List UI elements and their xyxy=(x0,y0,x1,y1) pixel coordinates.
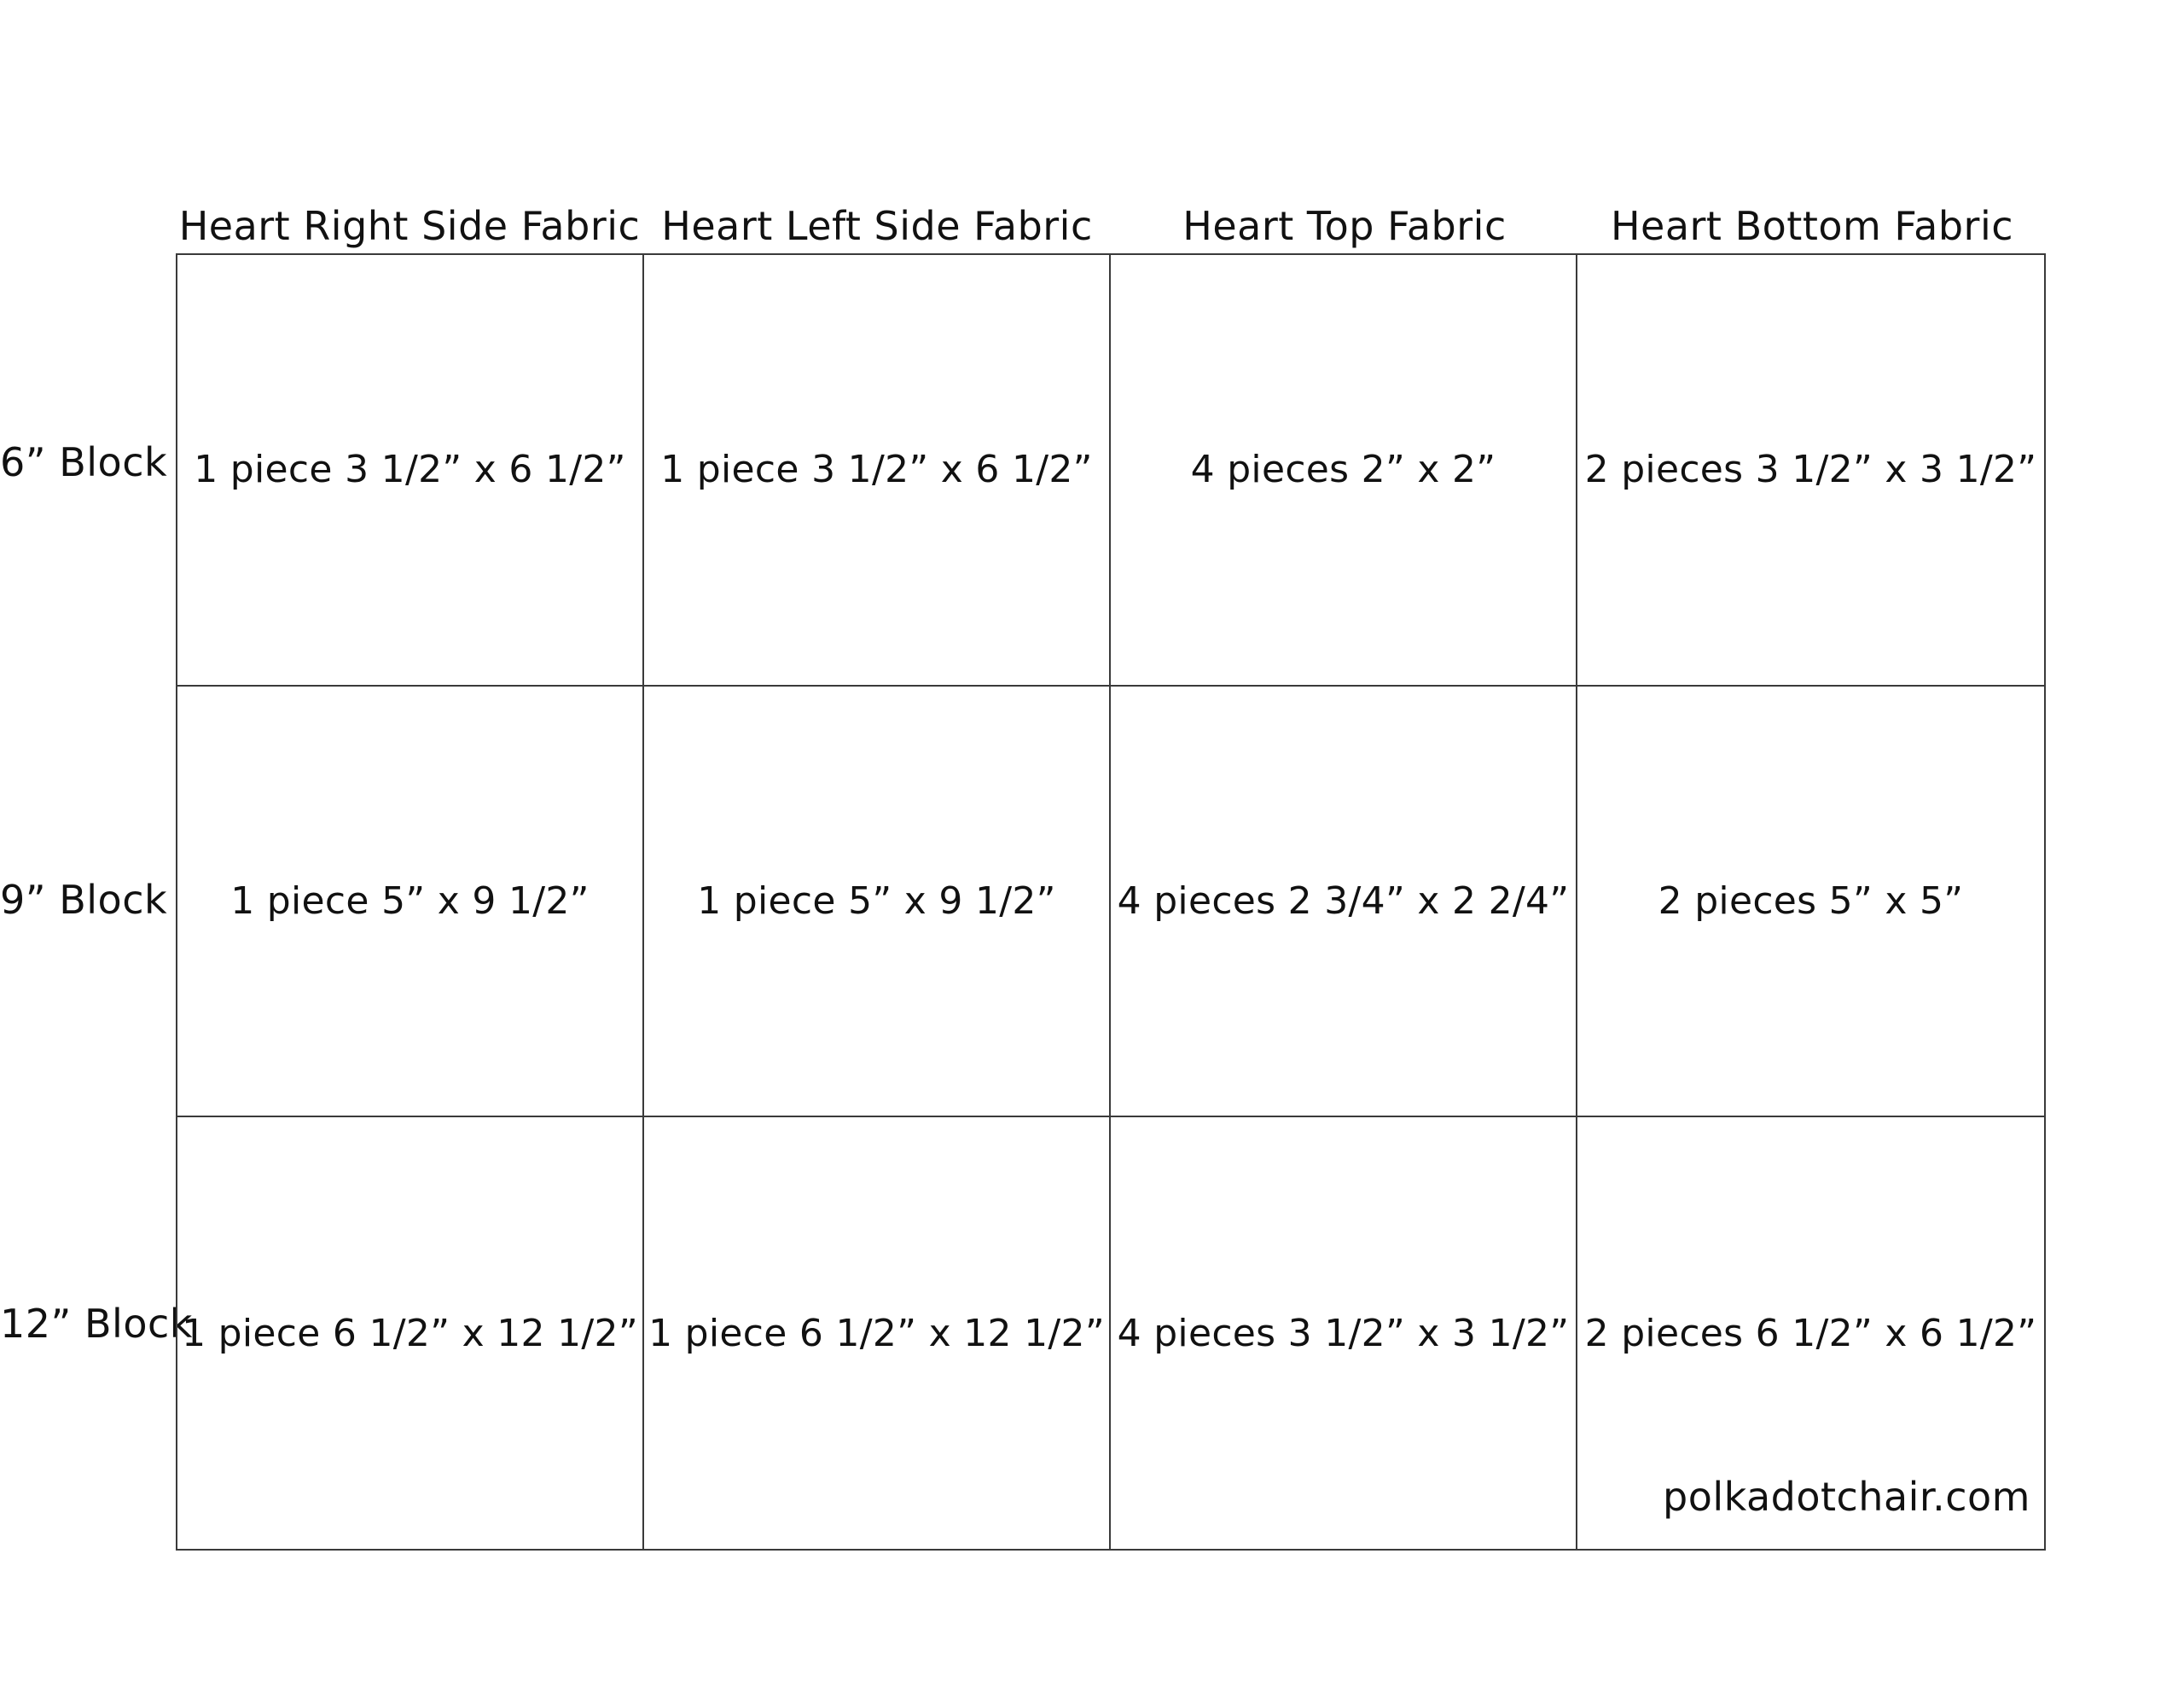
table-cell: 4 pieces 3 1/2” x 3 1/2” xyxy=(1111,1117,1577,1549)
table-cell-text: 2 pieces 6 1/2” x 6 1/2” xyxy=(1584,1311,2037,1355)
table-cell: 1 piece 6 1/2” x 12 1/2” xyxy=(177,1117,644,1549)
table-cell-with-credit xyxy=(1577,1117,2044,1549)
table-cell: 1 piece 3 1/2” x 6 1/2” xyxy=(644,255,1111,687)
table-cell: 1 piece 5” x 9 1/2” xyxy=(177,687,644,1118)
table-cell: 4 pieces 2” x 2” xyxy=(1111,255,1577,687)
row-header-9-block: 9” Block xyxy=(0,877,168,923)
row-header-12-block: 12” Block xyxy=(0,1301,193,1347)
table-cell: 2 pieces 3 1/2” x 3 1/2” xyxy=(1577,255,2044,687)
column-header-bottom: Heart Bottom Fabric xyxy=(1610,203,2014,249)
row-header-6-block: 6” Block xyxy=(0,439,168,485)
site-credit: polkadotchair.com xyxy=(1663,1473,2030,1520)
table-cell: 1 piece 5” x 9 1/2” xyxy=(644,687,1111,1118)
table-cell: 2 pieces 5” x 5” xyxy=(1577,687,2044,1118)
table-cell: 4 pieces 2 3/4” x 2 2/4” xyxy=(1111,687,1577,1118)
column-header-left-side: Heart Left Side Fabric xyxy=(661,203,1093,249)
column-header-top: Heart Top Fabric xyxy=(1182,203,1507,249)
cutting-table xyxy=(176,253,2046,1551)
column-header-right-side: Heart Right Side Fabric xyxy=(178,203,641,249)
table-cell: 1 piece 6 1/2” x 12 1/2” xyxy=(644,1117,1111,1549)
table-cell: 1 piece 3 1/2” x 6 1/2” xyxy=(177,255,644,687)
